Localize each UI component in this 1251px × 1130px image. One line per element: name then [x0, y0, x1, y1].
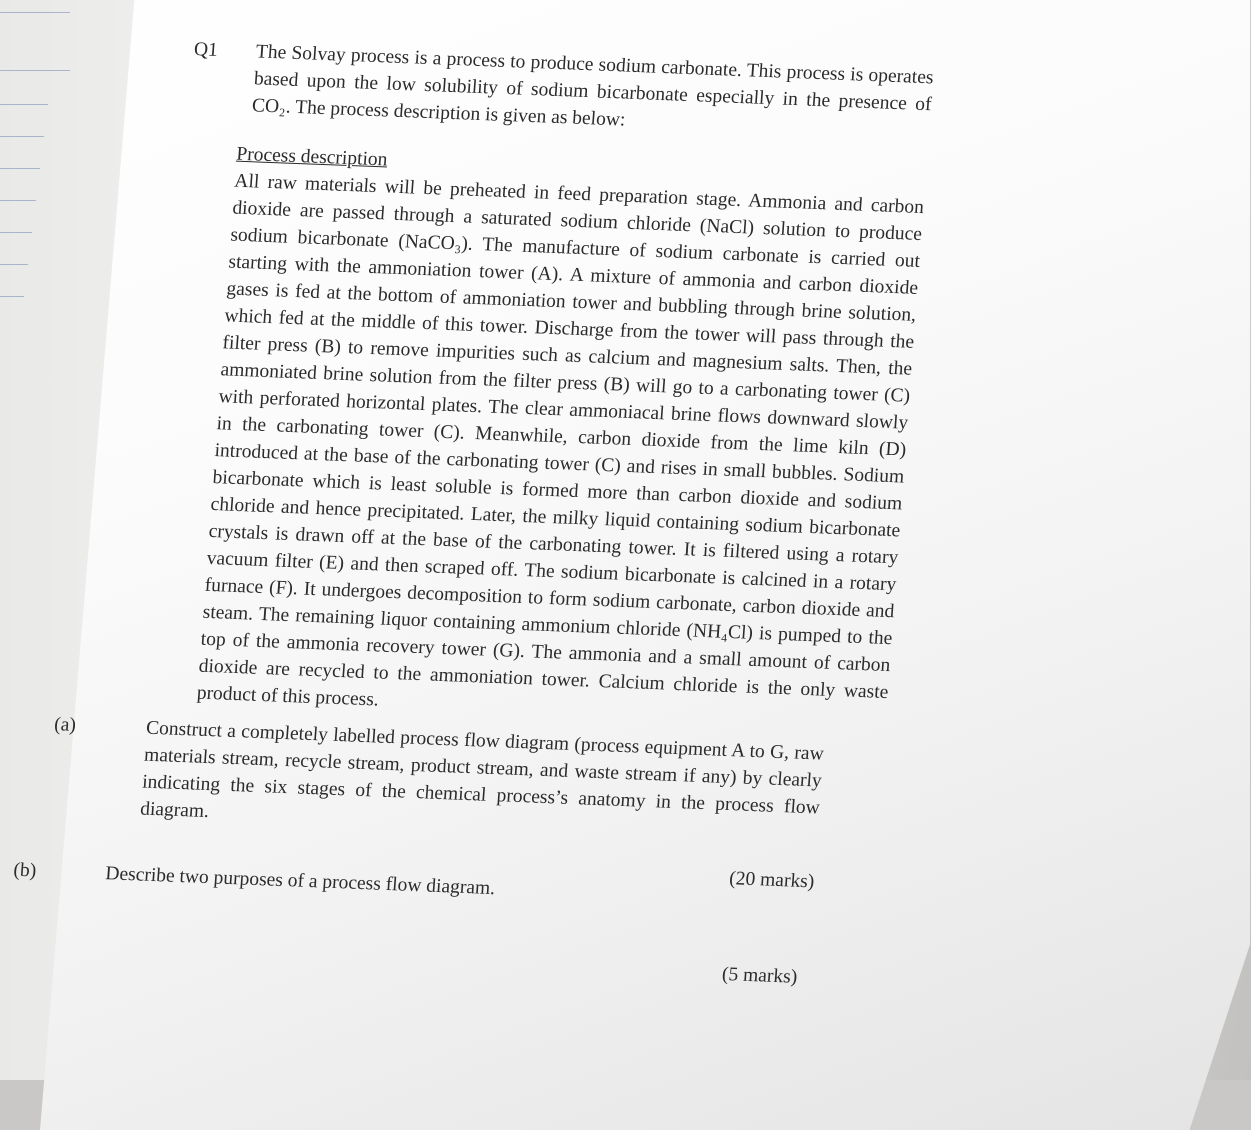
- part-a: [53, 712, 884, 850]
- ruled-line: [0, 70, 70, 71]
- ruled-line: [0, 12, 70, 13]
- question-number: Q1: [193, 38, 219, 61]
- ruled-line: [0, 168, 40, 169]
- question-intro: The Solvay process is a process to produce sodium carbonate. This process is operates based upon the low solubility of sodium bicarbonate especially in the presence of CO₂. The process description is given as below:: [251, 41, 935, 131]
- process-description-text: All raw materials will be preheated in feed preparation stage. Ammonia and carbon dioxide are passed through a saturated sodium chloride (NaCl) solution to produce sodium bicarbonate (NaCO₃). The manufacture of sodium carbonate is carried out starting with the ammoniation tower (A). A mixture of ammonia and carbon dioxide gases is fed at the bottom of ammoniation tower and bubbling through brine solution, which fed at the middle of this tower. Discharge from the tower will pass through the filter press (B) to remove impurities such as calcium and magnesium salts. Then, the ammoniated brine solution from the filter press (B) will go to a carbonating tower (C) with perforated horizontal plates. The clear ammoniacal brine flows downward slowly in the carbonating tower (C). Meanwhile, carbon dioxide from the lime kiln (D) introduced at the base of the carbonating tower (C) and rises in small bubbles. Sodium bicarbonate which is least soluble is formed more than carbon dioxide and sodium chloride and hence precipitated. Later, the milky liquid containing sodium bicarbonate crystals is drawn off at the base of the carbonating tower. It is filtered using a rotary vacuum filter (E) and then scraped off. The sodium bicarbonate is calcined in a rotary furnace (F). It undergoes decomposition to form sodium carbonate, carbon dioxide and steam. The remaining liquor containing ammonium chloride (NH₄Cl) is pumped to the top of the ammonia recovery tower (G). The ammonia and a small amount of carbon dioxide are recycled to the ammoniation tower. Calcium chloride is the only waste product of this process.: [196, 170, 925, 711]
- ruled-line: [0, 200, 36, 201]
- ruled-line: [0, 296, 24, 297]
- ruled-line: [0, 232, 32, 233]
- part-a-marks: (20 marks): [728, 868, 816, 893]
- part-b-text: Describe two purposes of a process flow diagram.: [104, 863, 496, 900]
- part-b-marks: (5 marks): [721, 963, 799, 988]
- ruled-line: [0, 136, 44, 137]
- ruled-line: [0, 104, 48, 105]
- process-description-block: [196, 141, 927, 733]
- ruled-line: [0, 264, 28, 265]
- part-a-label: (a): [53, 714, 77, 736]
- question-content: [12, 36, 935, 993]
- part-b-label: (b): [12, 859, 37, 882]
- part-a-text: Construct a completely labelled process flow diagram (process equipment A to G, raw materials stream, recycle stream, product stream, and waste stream if any) by clearly indicating the six stages of the chemical process’s anatomy in the process flow diagram.: [139, 717, 825, 823]
- process-description-title: Process description: [235, 143, 389, 171]
